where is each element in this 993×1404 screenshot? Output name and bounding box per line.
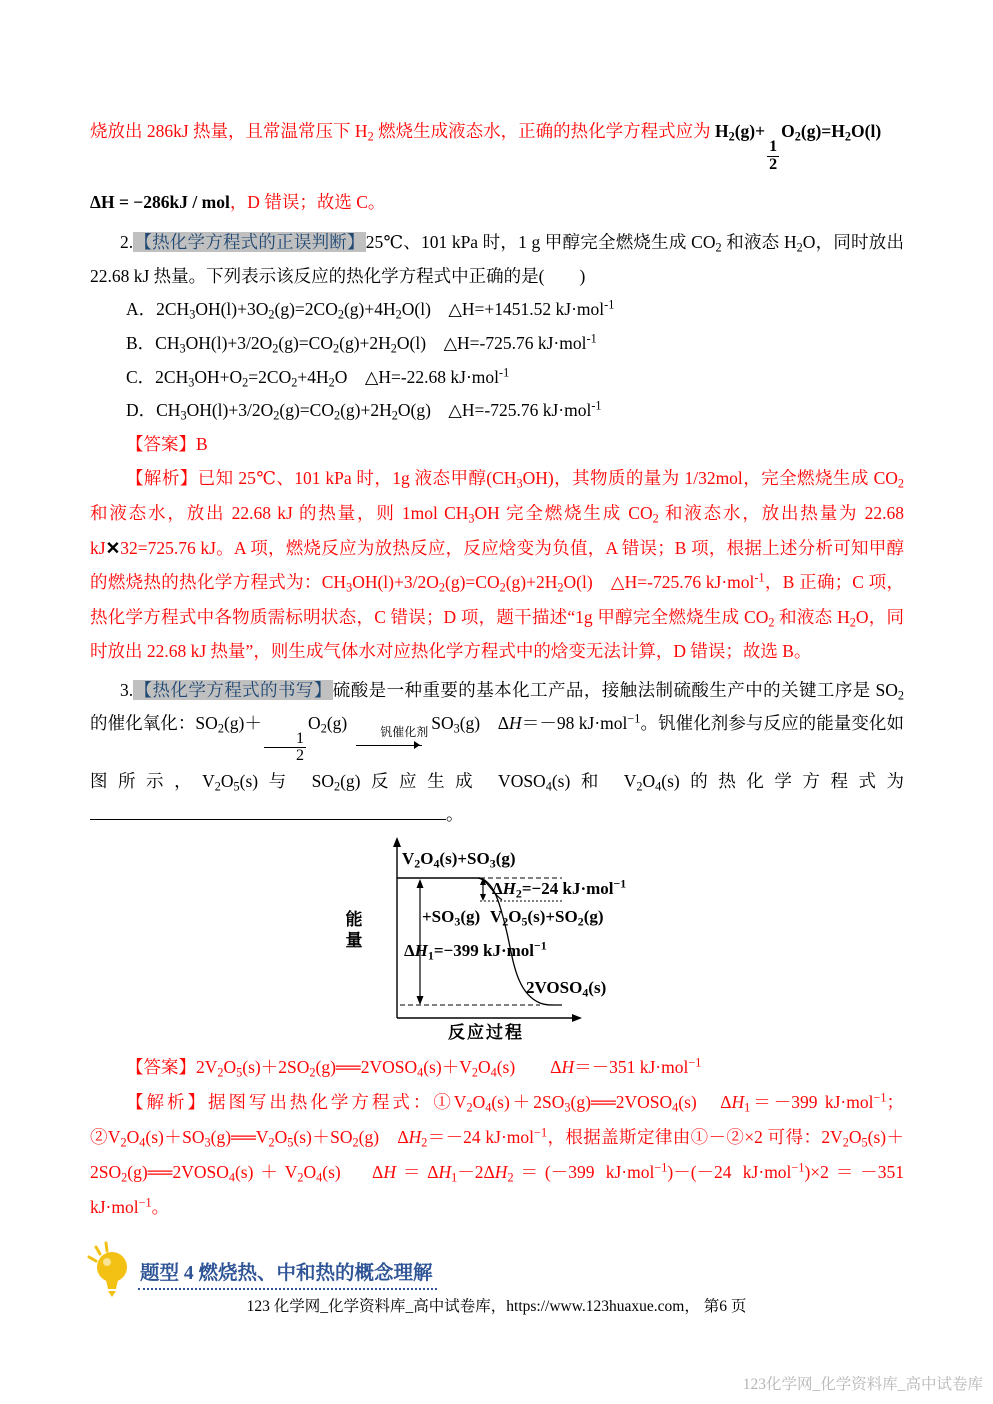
label-plus-so3: $+SO_3(g)$ <box>422 907 481 929</box>
label-delta-h1: $\Delta H_1=-399$ kJ·mol$^{-1}$ <box>404 938 547 963</box>
question-2-analysis: 【解析】已知 25℃、101 kPa 时，1g 液态甲醇$(CH_3OH)$，其物质的量为 1/32mol，完全燃烧生成 $CO_2$ 和液态水，放出 22.68 kJ 的热量，则 1mol $CH_3OH$ 完全燃烧生成 $CO_2$ 和液态水，放出热量为 22.68 kJ✕32=725.76 kJ。A 项，燃烧反应为放热反应，反应焓变为负值，A 错误；B 项，根据上述分析可知甲醇的燃烧热的热化学方程式为：$CH_3OH(l)+3/2O_2(g)=CO_2(g)+2H_2O(l)$ △H=-725.76 kJ·mol$^{-1}$，B 正确；C 项，热化学方程式中各物质需标明状态，C 错误；D 项，题干描述“1g 甲醇完全燃烧生成 $CO_2$ 和液态 $H_2O$，同时放出 22.68 kJ 热量”，则生成气体水对应热化学方程式中的焓变无法计算，D 错误；故选 B。 <box>90 468 905 662</box>
label-delta-h2: $\Delta H_2=-24$ kJ·mol$^{-1}$ <box>492 876 627 901</box>
watermark: 123化学网_化学资料库_高中试卷库 <box>742 1376 983 1393</box>
question-2-answer: 【答案】B <box>126 433 208 454</box>
question-2-option-d: D．$CH_3OH(l)+3/2O_2(g)=CO_2(g)+2H_2O(g)$ △H=-725.76 kJ·mol$^{-1}$ <box>126 398 602 423</box>
question-3-stem: 3.【热化学方程式的书写】硫酸是一种重要的基本化工产品，接触法制硫酸生产中的关键工序是 $SO_2$ 的催化氧化：$SO_2(g)+$ $\frac{1}{2}$ $O_2(g)$ 钒催化剂 $SO_3(g)$ ΔH＝－98 kJ·mol$^{-1}$。钒催化剂参与反应的能量变化如图所示，$V_2O_5(s)$与 $SO_2(g)$反应生成 $VOSO_4(s)$和 $V_2O_4(s)$的热化学方程式为。 <box>90 679 905 825</box>
document-content <box>90 110 904 1303</box>
label-top-level: $V_2O_4(s)+SO_3(g)$ <box>402 849 516 871</box>
x-axis-label: 反应过程 <box>448 1023 524 1043</box>
question-2-stem: 2.【热化学方程式的正误判断】25℃、101 kPa 时，1 g 甲醇完全燃烧生成 $CO_2$ 和液态 $H_2O$，同时放出 22.68 kJ 热量。下列表示该反应的热化学方程式中正确的是( ) <box>90 232 904 286</box>
question-3-analysis: 【解析】据图写出热化学方程式：$①V_2O_4(s)+2SO_3(g)══2VOSO_4(s)$ $\Delta H_1=-399$ kJ·mol$^{-1}$；$②V_2O_4(s)+SO_3(g)══V_2O_5(s)+SO_2(g)$ $\Delta H_2=-24$ kJ·mol$^{-1}$，根据盖斯定律由①－②×2 可得：$2V_2O_5(s)+2SO_2(g)══2VOSO_4(s)+V_2O_4(s)$ $\Delta H=\Delta H_1-2\Delta H_2=(-399$ kJ·mol$^{-1}$)－(－24 kJ·mol$^{-1}$)×2＝－351 kJ·mol$^{-1}$。 <box>90 1090 904 1217</box>
solution-continuation-line-1: 烧放出 286kJ 热量，且常温常压下 $H_2$ 燃烧生成液态水，正确的热化学方程式应为 $H_2(g)+$ $\frac{1}{2}$ $O_2(g)=H_2O(l)$ <box>90 121 882 173</box>
question-2-option-c: C．$2CH_3OH+O_2=2CO_2+4H_2O$ △H=-22.68 kJ·mol$^{-1}$ <box>126 364 510 390</box>
label-mid-level: $V_2O_5(s)+SO_2(g)$ <box>490 907 604 929</box>
energy-diagram <box>340 835 750 1048</box>
section-heading-text: 题型 4 燃烧热、中和热的概念理解 <box>138 1257 437 1290</box>
label-bottom-level: $2VOSO_4(s)$ <box>526 978 607 1000</box>
question-3-answer: 【答案】$2V_2O_5(s)+2SO_2(g)══2VOSO_4(s)+V_2O_4(s)$ ΔH＝－351 kJ·mol$^{-1}$ <box>126 1055 702 1080</box>
y-axis-label: 能量 <box>345 910 363 951</box>
page-footer: 123 化学网_化学资料库_高中试卷库，https://www.123huaxue.com， 第6 页 <box>246 1298 747 1315</box>
solution-continuation-line-2: ΔH = −286kJ / mol，D 错误；故选 C。 <box>90 192 386 213</box>
question-2-option-a: A．$2CH_3OH(l)+3O_2(g)=2CO_2(g)+4H_2O(l)$ △H=+1451.52 kJ·mol$^{-1}$ <box>126 297 615 322</box>
question-2-option-b: B．$CH_3OH(l)+3/2O_2(g)=CO_2(g)+2H_2O(l)$ △H=-725.76 kJ·mol$^{-1}$ <box>126 331 597 356</box>
